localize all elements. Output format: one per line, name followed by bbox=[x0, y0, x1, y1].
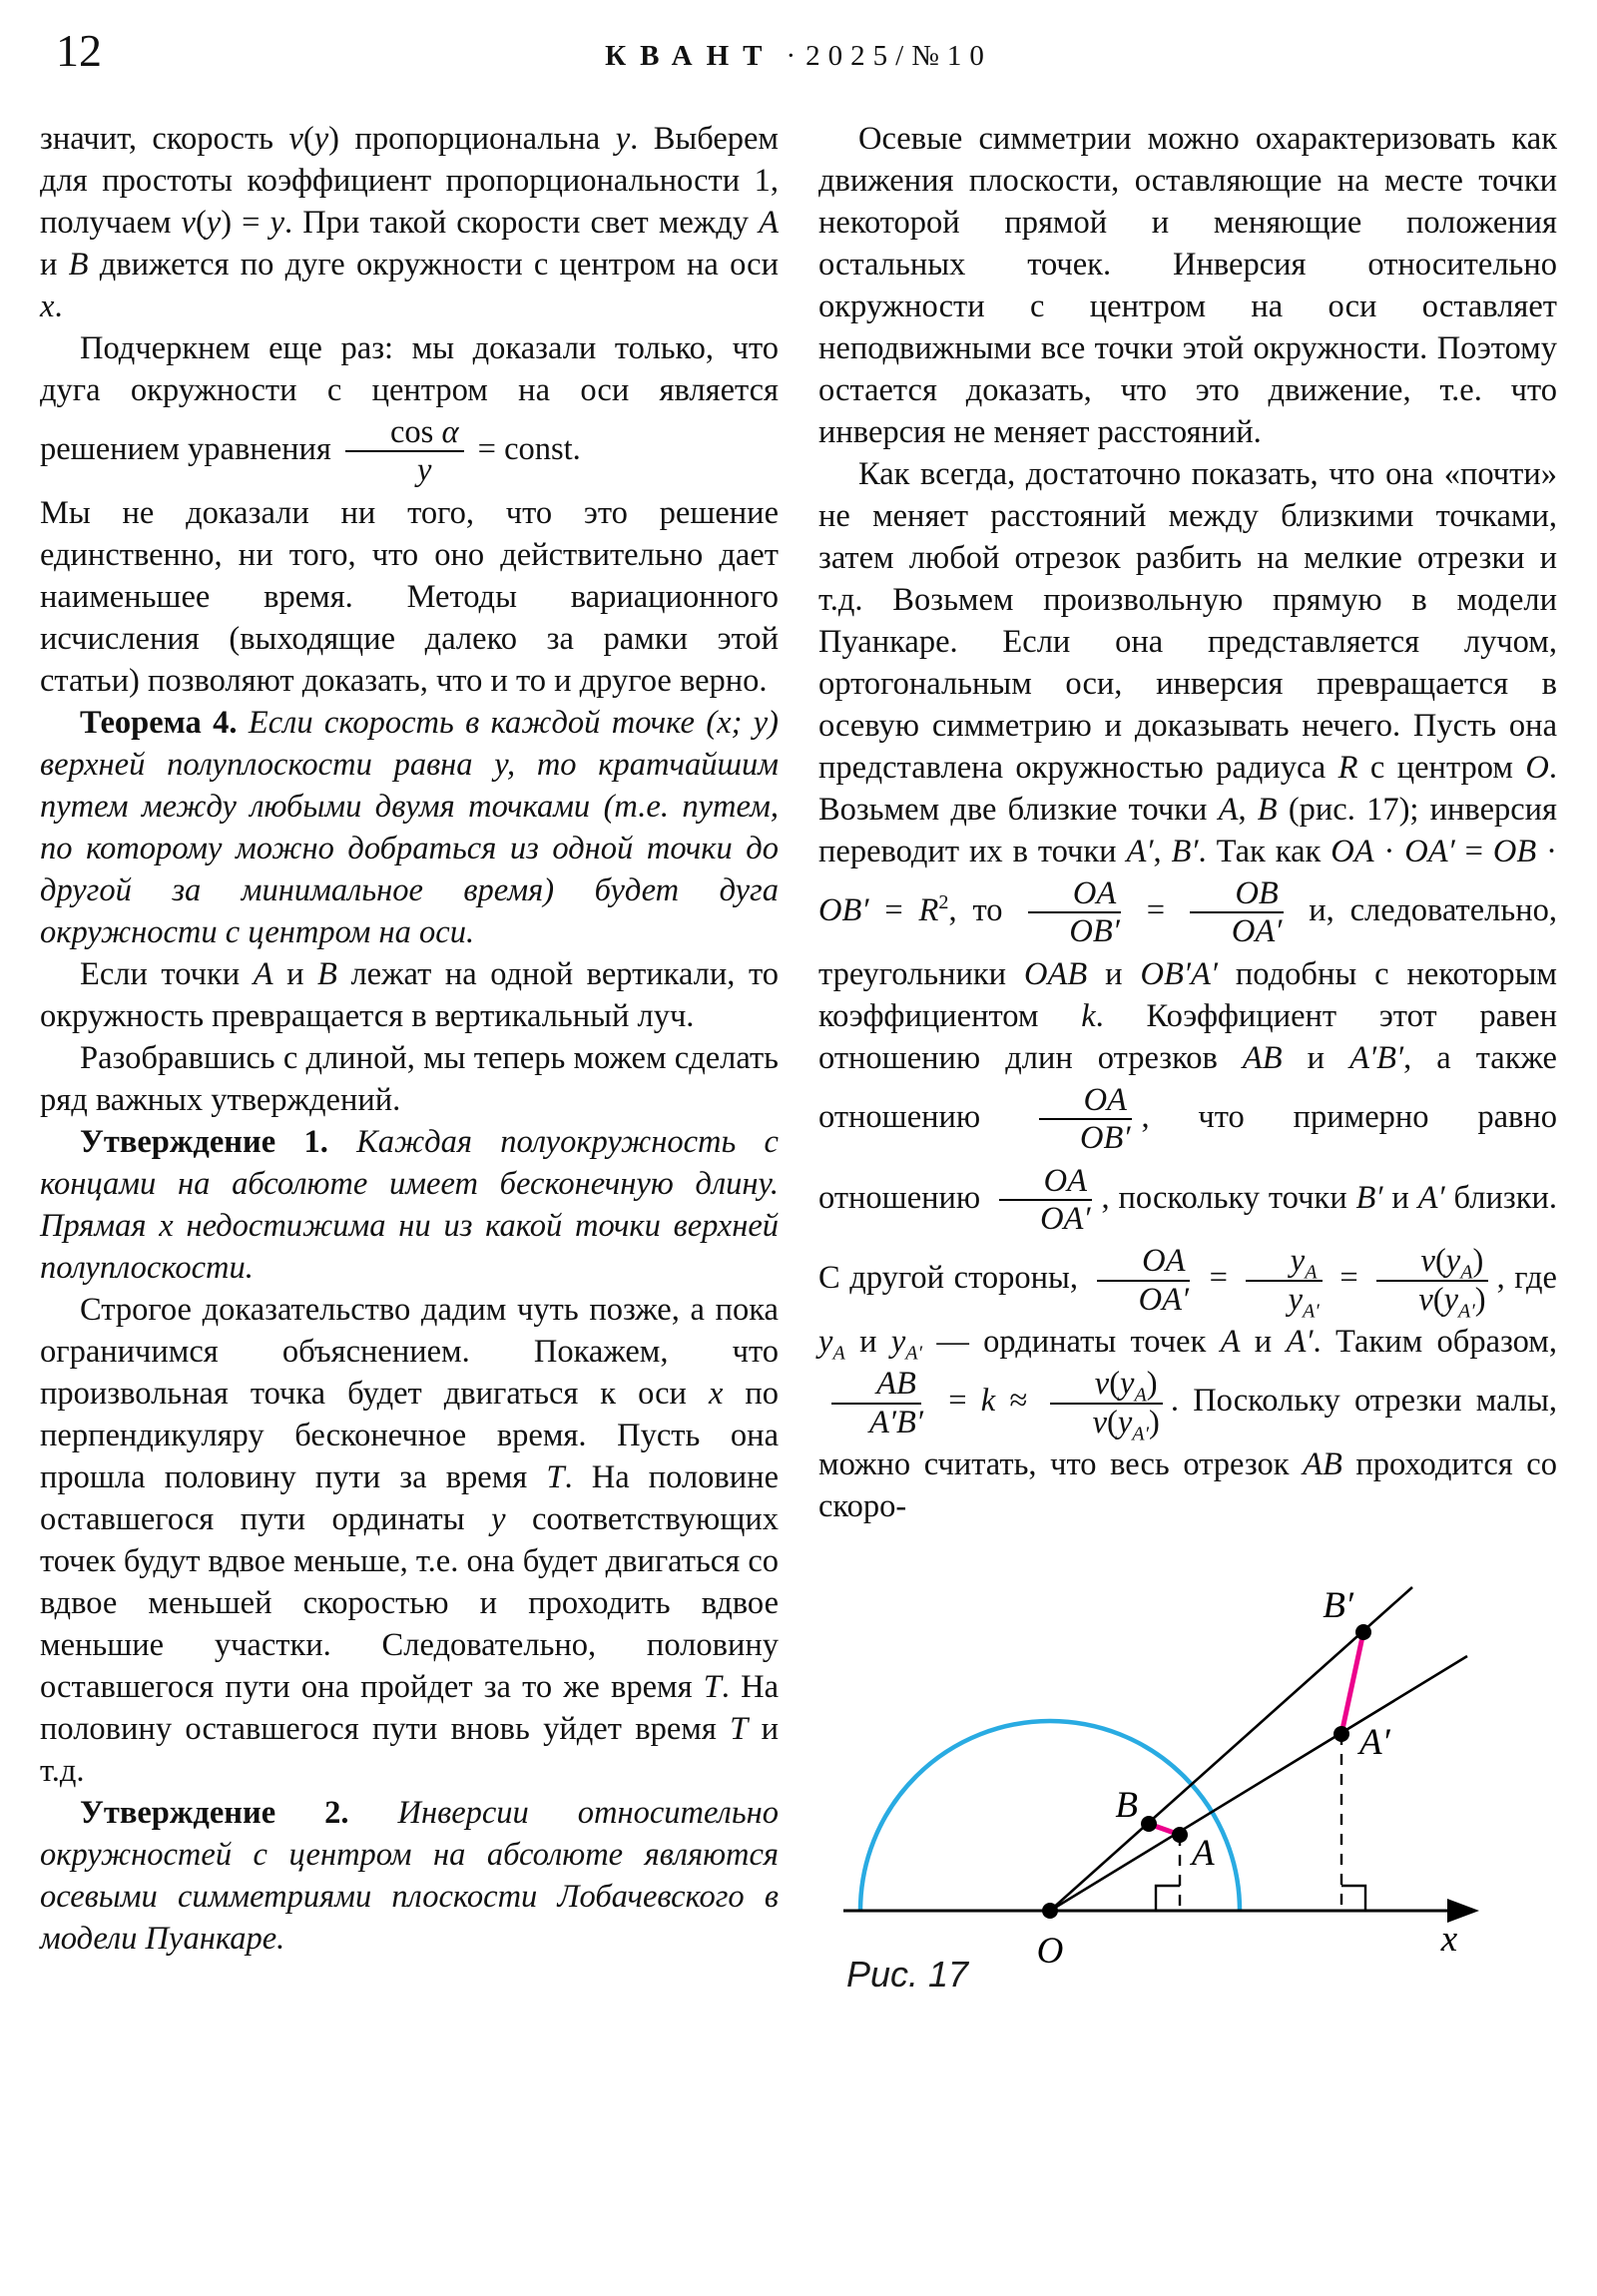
figure-17 bbox=[818, 1553, 1557, 2048]
label-o: O bbox=[1036, 1930, 1064, 1972]
two-column-layout bbox=[40, 118, 1557, 2048]
label-x-axis: x bbox=[1440, 1918, 1458, 1960]
header-separator: · bbox=[786, 40, 797, 72]
ray-through-a bbox=[1050, 1656, 1467, 1911]
inline-fraction: $\frac{v(y_A)}{v(y_{A'})}$ bbox=[1373, 1243, 1490, 1318]
page-number: 12 bbox=[56, 25, 102, 76]
paragraph: Если точки A и B лежат на одной вертикали, то окружность превращается в вертикальный луч. bbox=[40, 955, 779, 1034]
inversion-circle bbox=[860, 1721, 1240, 1911]
inline-fraction: $\frac{y_A}{y_{A'}}$ bbox=[1244, 1243, 1325, 1318]
figure-caption: Рис. 17 bbox=[846, 1953, 969, 1995]
paragraph: Мы не доказали ни того, что это решение единственно, ни того, что оно действительно дает наименьшее время. Методы вариационного исчисления (выходящие далеко за рамки этой статьи) позволяют доказать, что и то и другое верно. bbox=[40, 494, 779, 699]
right-column-text bbox=[818, 118, 1557, 1527]
point-b bbox=[1141, 1816, 1157, 1832]
label-b-prime: B′ bbox=[1323, 1584, 1353, 1626]
paragraph: значит, скорость v(y) пропорциональна y. Выберем для простоты коэффициент пропорциональности 1, получаем v(y) = y. При такой скорости свет между A и B движется по дуге окружности с центром на оси x. bbox=[40, 121, 779, 324]
paragraph: Разобравшись с длиной, мы теперь можем сделать ряд важных утверждений. bbox=[40, 1039, 779, 1118]
journal-issue: 2025/№10 bbox=[805, 40, 992, 72]
inline-fraction: $\frac{OA}{OA'}$ bbox=[1094, 1243, 1194, 1318]
journal-header bbox=[0, 40, 1597, 73]
paragraph: Подчеркнем еще раз: мы доказали только, что дуга окружности с центром на оси является решением уравнения $\frac{\text{cos α}}{y}$ = const. bbox=[40, 330, 779, 489]
paragraph: Теорема 4. Если скорость в каждой точке (x; y) верхней полуплоскости равна y, то кратчайшим путем между любыми двумя точками (т.е. путем, по которому можно добраться из одной точки до другой за минимальное время) будет дуга окружности с центром на оси. bbox=[40, 704, 779, 950]
paragraph: Утверждение 2. Инверсии относительно окружностей с центром на абсолюте являются осевыми симметриями плоскости Лобачевского в модели Пуанкаре. bbox=[40, 1794, 779, 1957]
left-column bbox=[40, 118, 779, 2048]
label-b: B bbox=[1115, 1784, 1138, 1826]
right-angle-mark-a bbox=[1156, 1886, 1180, 1911]
journal-title: КВАНТ bbox=[605, 40, 777, 72]
paragraph: Строгое доказательство дадим чуть позже, а пока ограничимся объяснением. Покажем, что произвольная точка будет двигаться к оси x по перпендикуляру бесконечное время. Пусть она прошла половину пути за время T. На половине оставшегося пути ординаты y соответствующих точек будут вдвое меньше, т.е. она будет двигаться со вдвое меньшей скоростью и проходить вдвое меньшие участки. Следовательно, половину оставшегося пути она пройдет за то же время T. На половину оставшегося пути вновь уйдет время T и т.д. bbox=[40, 1291, 779, 1789]
paragraph: Осевые симметрии можно охарактеризовать как движения плоскости, оставляющие на месте точки некоторой прямой и меняющие положения остальных точек. Инверсия относительно окружности с центром на оси оставляет неподвижными все точки этой окружности. Поэтому остается доказать, что это движение, т.е. что инверсия не меняет расстояний. bbox=[818, 121, 1557, 450]
inline-fraction: $\frac{OA}{OA'}$ bbox=[995, 1163, 1095, 1238]
point-b-prime bbox=[1355, 1624, 1371, 1640]
point-a-prime bbox=[1333, 1726, 1349, 1742]
label-a-prime: A′ bbox=[1359, 1721, 1390, 1763]
figure-17-drawing bbox=[818, 1553, 1557, 2048]
inline-fraction: $\frac{AB}{A'B'}$ bbox=[824, 1366, 928, 1440]
point-o bbox=[1042, 1903, 1058, 1919]
inline-fraction: $\frac{OB}{OA'}$ bbox=[1187, 875, 1287, 950]
inline-fraction: $\frac{\text{cos α}}{y}$ bbox=[345, 414, 464, 489]
paragraph: Утверждение 1. Каждая полуокружность с концами на абсолюте имеет бесконечную длину. Прямая x недостижима ни из какой точки верхней полуплоскости. bbox=[40, 1123, 779, 1286]
paragraph: Как всегда, достаточно показать, что она «почти» не меняет расстояний между близкими точками, затем любой отрезок разбить на мелкие отрезки и т.д. Возьмем произвольную прямую в модели Пуанкаре. Если она представляется лучом, ортогональным оси, инверсия превращается в осевую симметрию и доказывать нечего. Пусть она представлена окружностью радиуса R с центром O. Возьмем две близкие точки A, B (рис. 17); инверсия переводит их в точки A′, B′. Так как OA · OA′ = OB · $OB' = R^2$, то $\frac{OA}{OB'}$ = $\frac{OB}{OA'}$ и, следовательно, треугольники OAB и OB′A′ подобны с некоторым коэффициентом k. Коэффициент этот равен отношению длин отрезков AB и A′B′, а также отношению $\frac{OA}{OB'}$ , что примерно равно отношению $\frac{OA}{OA'}$ , поскольку точки B′ и A′ близки. С другой стороны, $\frac{OA}{OA'}$ = $\frac{y_A}{y_{A'}}$ = $\frac{v(y_A)}{v(y_{A'})}$ , где $y_A$ и $y_{A'}$ — ординаты точек A и A′. Таким образом, $\frac{AB}{A'B'}$ = k ≈ $\frac{v(y_A)}{v(y_{A'})}$ . Поскольку отрезки малы, можно считать, что весь отрезок AB проходится со скоро- bbox=[818, 456, 1558, 1524]
inline-fraction: $\frac{OA}{OB'}$ bbox=[1024, 875, 1124, 950]
inline-fraction: $\frac{v(y_A)}{v(y_{A'})}$ bbox=[1048, 1366, 1165, 1440]
right-column bbox=[818, 118, 1557, 2048]
right-angle-mark-a-prime bbox=[1341, 1886, 1365, 1911]
label-a: A bbox=[1192, 1832, 1215, 1874]
point-a bbox=[1172, 1827, 1188, 1843]
inline-fraction: $\frac{OA}{OB'}$ bbox=[1035, 1082, 1135, 1157]
